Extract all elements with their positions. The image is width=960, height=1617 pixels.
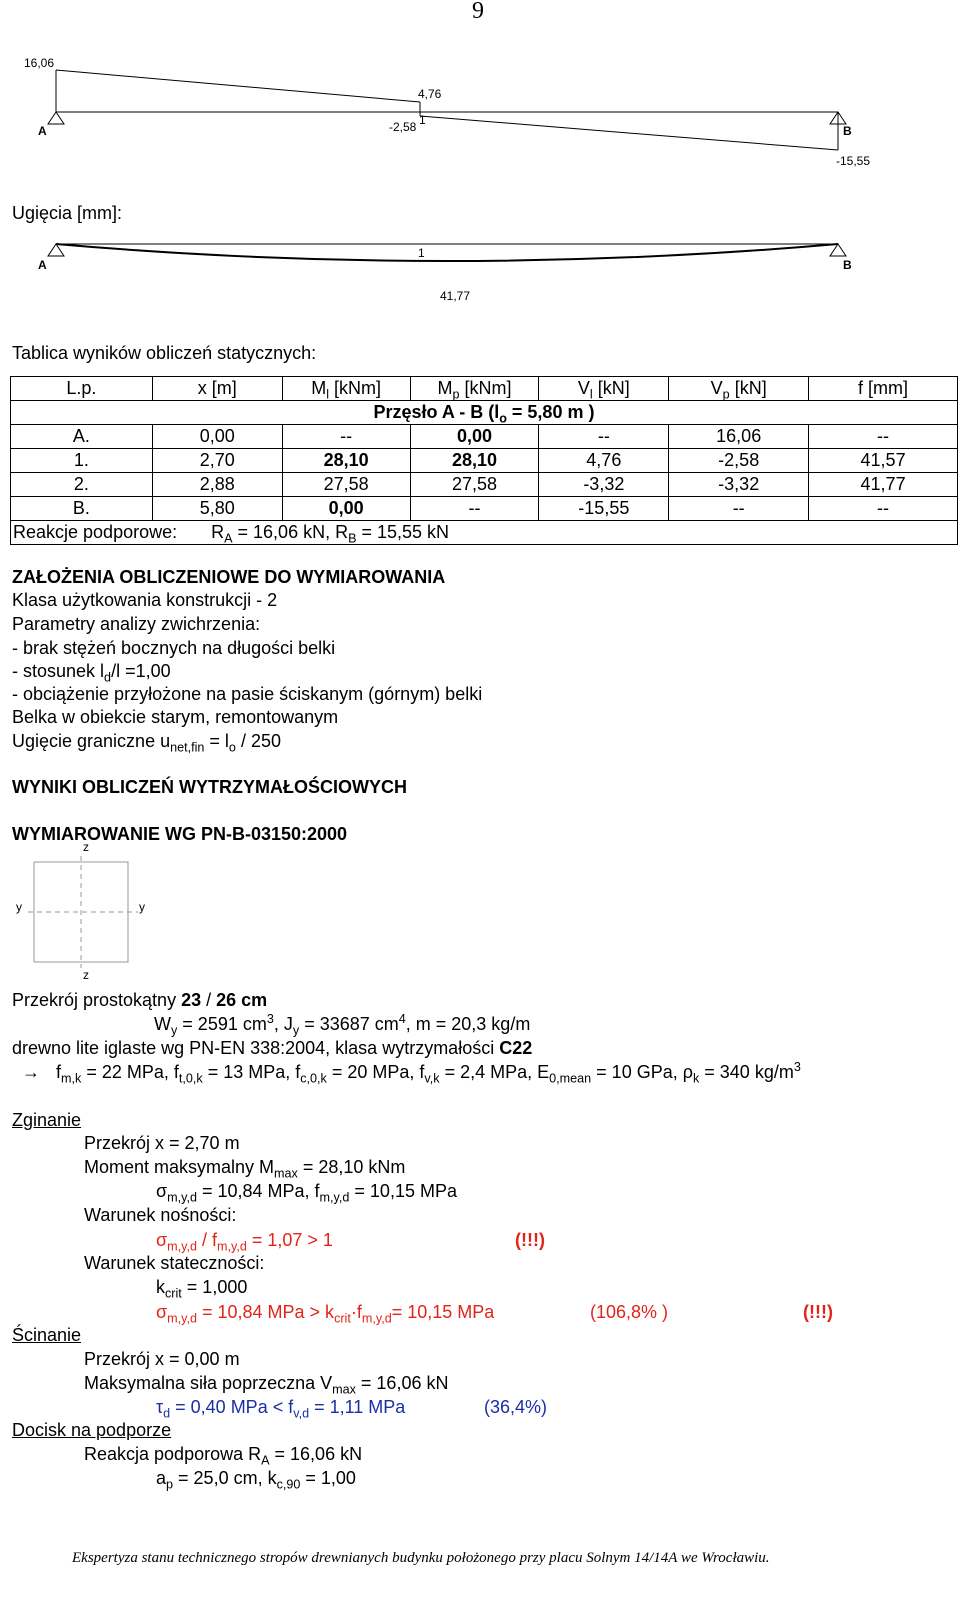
deflection-title: Ugięcia [mm]: xyxy=(12,203,123,223)
cell: -- xyxy=(539,425,669,449)
col-lp: L.p. xyxy=(11,377,153,401)
bending-heading: Zginanie xyxy=(12,1110,82,1130)
cell: -- xyxy=(410,497,539,521)
capacity-check: $\sigma_{m,y,d} / f_{m,y,d} = 1,07 > 1$ xyxy=(156,1230,333,1254)
results-heading: WYNIKI OBLICZEŃ WYTRZYMAŁOŚCIOWYCH xyxy=(12,777,407,797)
cell: 41,77 xyxy=(809,473,958,497)
cell: 41,57 xyxy=(809,449,958,473)
shear-value-start: 16,06 xyxy=(24,56,55,70)
cross-section-sketch xyxy=(28,856,138,968)
cell: 27,58 xyxy=(282,473,410,497)
cell: A. xyxy=(11,425,153,449)
table-row xyxy=(11,473,958,497)
col-x: x [m] xyxy=(152,377,282,401)
deflection-max-value: 41,77 xyxy=(440,289,471,303)
cell: -15,55 xyxy=(539,497,669,521)
capacity-heading: Warunek nośności: xyxy=(84,1205,237,1225)
page-number: 9 xyxy=(472,0,484,24)
section-line: Przekrój prostokątny 23 / 26 cm xyxy=(12,990,268,1010)
cell: -3,32 xyxy=(669,473,809,497)
support-a-label: A xyxy=(38,124,47,138)
bearing-heading: Docisk na podporze xyxy=(12,1420,172,1440)
standard-heading: WYMIAROWANIE WG PN-B-03150:2000 xyxy=(12,824,348,844)
assumption-line: Ugięcie graniczne $u_{net,fin} = l_o / 250$ xyxy=(12,731,281,755)
table-row xyxy=(11,425,958,449)
shear-value-mid-left: 4,76 xyxy=(418,87,442,101)
cell: -- xyxy=(282,425,410,449)
cell: 5,80 xyxy=(152,497,282,521)
deflection-diagram xyxy=(0,236,960,276)
col-mp: $M_p$ [kNm] xyxy=(410,377,539,401)
stability-percent: (106,8% ) xyxy=(590,1302,669,1322)
col-vp: $V_p$ [kN] xyxy=(669,377,809,401)
span-title-row xyxy=(11,401,958,425)
assumption-line: Klasa użytkowania konstrukcji - 2 xyxy=(12,590,278,610)
cell: 28,10 xyxy=(282,449,410,473)
shear-percent: (36,4%) xyxy=(484,1397,548,1417)
stability-heading: Warunek stateczności: xyxy=(84,1253,265,1273)
bearing-length: $a_p = 25,0$ cm, $k_{c,90} = 1,00$ xyxy=(156,1468,356,1492)
cell: 2,70 xyxy=(152,449,282,473)
results-table xyxy=(10,376,958,545)
cell: -- xyxy=(809,497,958,521)
col-ml: $M_l$ [kNm] xyxy=(282,377,410,401)
stability-check: $\sigma_{m,y,d} = 10,84$ MPa > $k_{crit}\cdot f_{m,y,d}= 10,15$ MPa xyxy=(156,1302,495,1326)
deflection-mid-label: 1 xyxy=(418,246,425,260)
col-f: f [mm] xyxy=(809,377,958,401)
shear-section: Przekrój x = 0,00 m xyxy=(84,1349,240,1369)
shear-value-mid-right: -2,58 xyxy=(389,120,417,134)
shear-check: $\tau_d = 0,40$ MPa < $f_{v,d} = 1,11$ MPa xyxy=(156,1397,406,1421)
cell: 4,76 xyxy=(539,449,669,473)
bearing-reaction: Reakcja podporowa $R_A = 16,06$ kN xyxy=(84,1444,363,1468)
cell: -3,32 xyxy=(539,473,669,497)
assumptions-heading: ZAŁOŻENIA OBLICZENIOWE DO WYMIAROWANIA xyxy=(12,567,446,587)
shear-force-diagram xyxy=(0,40,960,180)
cell: -- xyxy=(669,497,809,521)
cell: 0,00 xyxy=(282,497,410,521)
shear-heading: Ścinanie xyxy=(12,1325,82,1345)
material-properties: $f_{m,k} = 22$ MPa, $f_{t,0,k} = 13$ MPa, $f_{c,0,k} = 20$ MPa, $f_{v,k} = 2,4$ MPa, $E_{0,mean} = 10$ GPa, $\rho_k = 340$ $kg/m^3$ xyxy=(56,1060,801,1086)
material-line: drewno lite iglaste wg PN-EN 338:2004, klasa wytrzymałości C22 xyxy=(12,1038,533,1058)
kcrit: $k_{crit} = 1,000$ xyxy=(156,1277,248,1301)
section-moduli: $W_y = 2591$ $cm^3$, $J_y = 33687$ $cm^4$, m = 20,3 kg/m xyxy=(154,1012,531,1038)
cell: B. xyxy=(11,497,153,521)
shear-value-end: -15,55 xyxy=(836,154,871,168)
cell: 2. xyxy=(11,473,153,497)
assumption-line: Parametry analizy zwichrzenia: xyxy=(12,614,261,634)
axis-z-top: z xyxy=(83,840,89,854)
deflection-support-b: B xyxy=(843,258,852,272)
cell: 1. xyxy=(11,449,153,473)
cell: 2,88 xyxy=(152,473,282,497)
span-title: Przęsło A - B ($l_o = 5,80$ m ) xyxy=(11,401,958,425)
table-row xyxy=(11,497,958,521)
cell: -- xyxy=(809,425,958,449)
cell: 0,00 xyxy=(410,425,539,449)
stability-warning: (!!!) xyxy=(803,1302,833,1322)
assumption-line: - obciążenie przyłożone na pasie ściskanym (górnym) belki xyxy=(12,684,483,704)
capacity-warning: (!!!) xyxy=(515,1230,545,1250)
support-b-label: B xyxy=(843,124,852,138)
table-row xyxy=(11,449,958,473)
reactions-row xyxy=(11,521,958,545)
col-vl: $V_l$ [kN] xyxy=(539,377,669,401)
axis-y-right: y xyxy=(139,900,145,914)
arrow-icon: → xyxy=(22,1062,40,1082)
reactions: Reakcje podporowe: $R_A = 16,06$ kN, $R_B = 15,55$ kN xyxy=(11,521,958,545)
assumption-line: - brak stężeń bocznych na długości belki xyxy=(12,638,336,658)
cell: 16,06 xyxy=(669,425,809,449)
bending-section: Przekrój x = 2,70 m xyxy=(84,1133,240,1153)
footer: Ekspertyza stanu technicznego stropów drewnianych budynku położonego przy placu Solnym 14/14A we Wrocławiu. xyxy=(72,1550,770,1566)
assumption-line: Belka w obiekcie starym, remontowanym xyxy=(12,707,339,727)
assumption-line: - stosunek $l_d/l =1,00$ xyxy=(12,661,171,685)
table-header-row xyxy=(11,377,958,401)
shear-force: Maksymalna siła poprzeczna $V_{max} = 16,06$ kN xyxy=(84,1373,449,1397)
table-caption: Tablica wyników obliczeń statycznych: xyxy=(12,343,317,363)
cell: 0,00 xyxy=(152,425,282,449)
deflection-support-a: A xyxy=(38,258,47,272)
bending-stress: $\sigma_{m,y,d} = 10,84$ MPa, $f_{m,y,d} = 10,15$ MPa xyxy=(156,1181,457,1205)
cell: -2,58 xyxy=(669,449,809,473)
cell: 27,58 xyxy=(410,473,539,497)
shear-mid-label: 1 xyxy=(419,113,426,127)
axis-y-left: y xyxy=(16,900,22,914)
bending-moment: Moment maksymalny $M_{max} = 28,10$ kNm xyxy=(84,1157,406,1181)
axis-z-bottom: z xyxy=(83,968,89,982)
cell: 28,10 xyxy=(410,449,539,473)
